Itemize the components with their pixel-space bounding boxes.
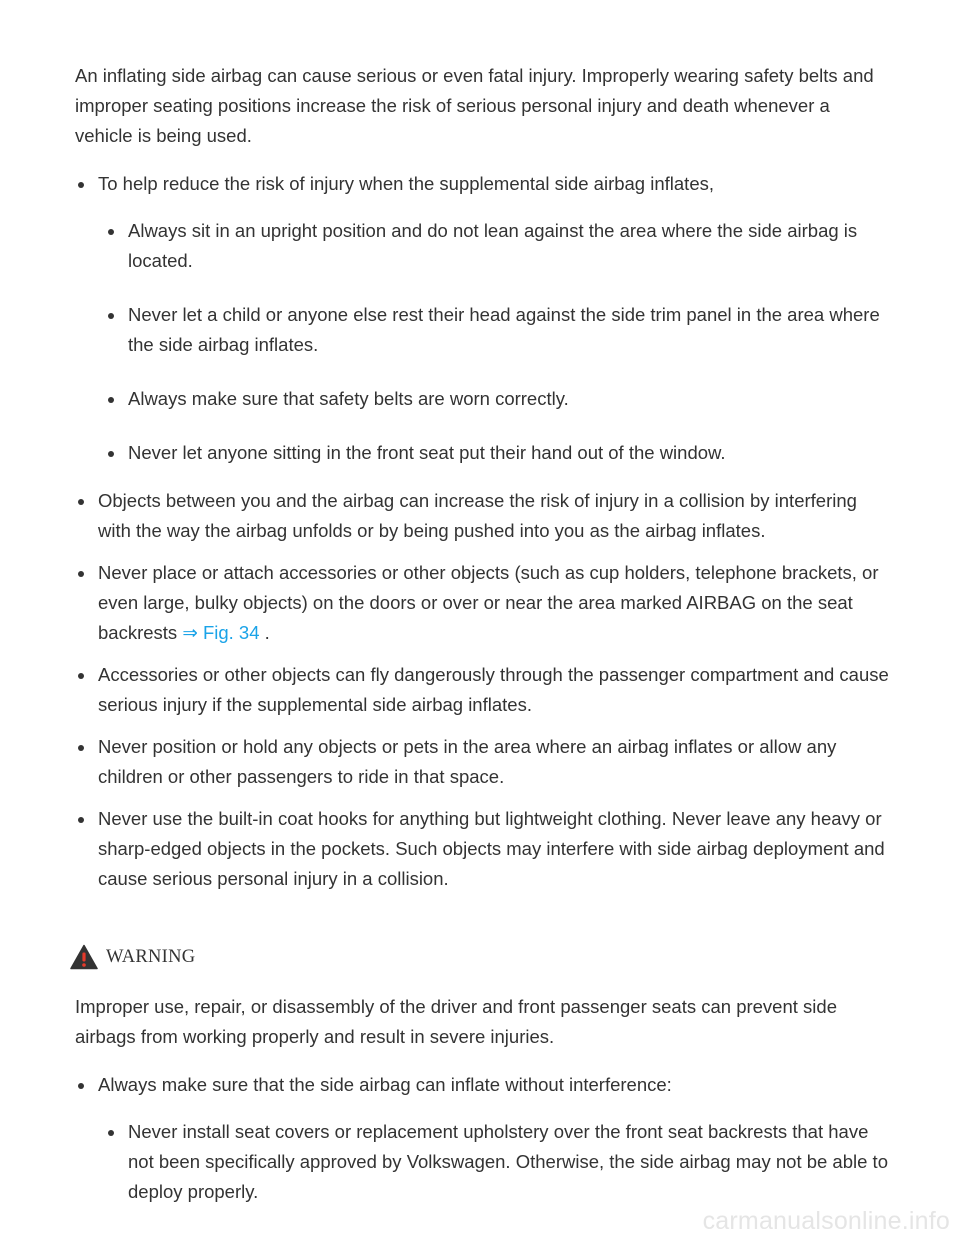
sub-list-item: Always make sure that safety belts are worn correctly. [105, 384, 890, 414]
list-item-text: Always make sure that the side airbag can inflate without interference: [98, 1074, 672, 1095]
warning-heading [70, 942, 890, 972]
list-item-text: Never place or attach accessories or other objects (such as cup holders, telephone brackets, or even large, bulky objects) on the doors or over or near the area marked AIRBAG on the seat backrests [98, 562, 879, 643]
list-item: Objects between you and the airbag can increase the risk of injury in a collision by interfering with the way the airbag unfolds or by being pushed into you as the airbag inflates. [75, 486, 890, 546]
list-item: Never position or hold any objects or pets in the area where an airbag inflates or allow any children or other passengers to ride in that space. [75, 732, 890, 792]
list-item-punctuation: . [264, 622, 270, 643]
list-item-text: To help reduce the risk of injury when the supplemental side airbag inflates, [98, 173, 714, 194]
list-item [75, 169, 890, 468]
sub-list-item: Never let a child or anyone else rest their head against the side trim panel in the area where the side airbag inflates. [105, 300, 890, 360]
list-item [75, 1070, 890, 1207]
sub-list [105, 216, 890, 468]
warning-bullet-list [75, 1070, 890, 1207]
intro-paragraph: An inflating side airbag can cause serious or even fatal injury. Improperly wearing safety belts and improper seating positions increase the risk of serious personal injury and death whenever a vehicle is being used. [75, 65, 874, 146]
watermark: carmanualsonline.info [702, 1207, 950, 1235]
list-item: Never use the built-in coat hooks for anything but lightweight clothing. Never leave any heavy or sharp-edged objects in the pockets. Such objects may interfere with side airbag deployment and cause serious personal injury in a collision. [75, 804, 890, 894]
sub-list-item: Never install seat covers or replacement upholstery over the front seat backrests that have not been specifically approved by Volkswagen. Otherwise, the side airbag may not be able to deploy properly. [105, 1117, 890, 1207]
list-item [75, 558, 890, 648]
warning-triangle-icon [70, 944, 98, 970]
figure-link[interactable]: ⇒ Fig. 34 [182, 622, 260, 643]
sub-list-item: Always sit in an upright position and do not lean against the area where the side airbag is located. [105, 216, 890, 276]
manual-page [75, 61, 890, 1231]
sub-list [105, 1117, 890, 1207]
warning-paragraph: Improper use, repair, or disassembly of the driver and front passenger seats can prevent side airbags from working properly and result in severe injuries. [75, 996, 837, 1047]
warning-label: WARNING [106, 947, 196, 967]
list-item: Accessories or other objects can fly dangerously through the passenger compartment and cause serious injury if the supplemental side airbag inflates. [75, 660, 890, 720]
sub-list-item: Never let anyone sitting in the front seat put their hand out of the window. [105, 438, 890, 468]
bullet-list [75, 169, 890, 894]
